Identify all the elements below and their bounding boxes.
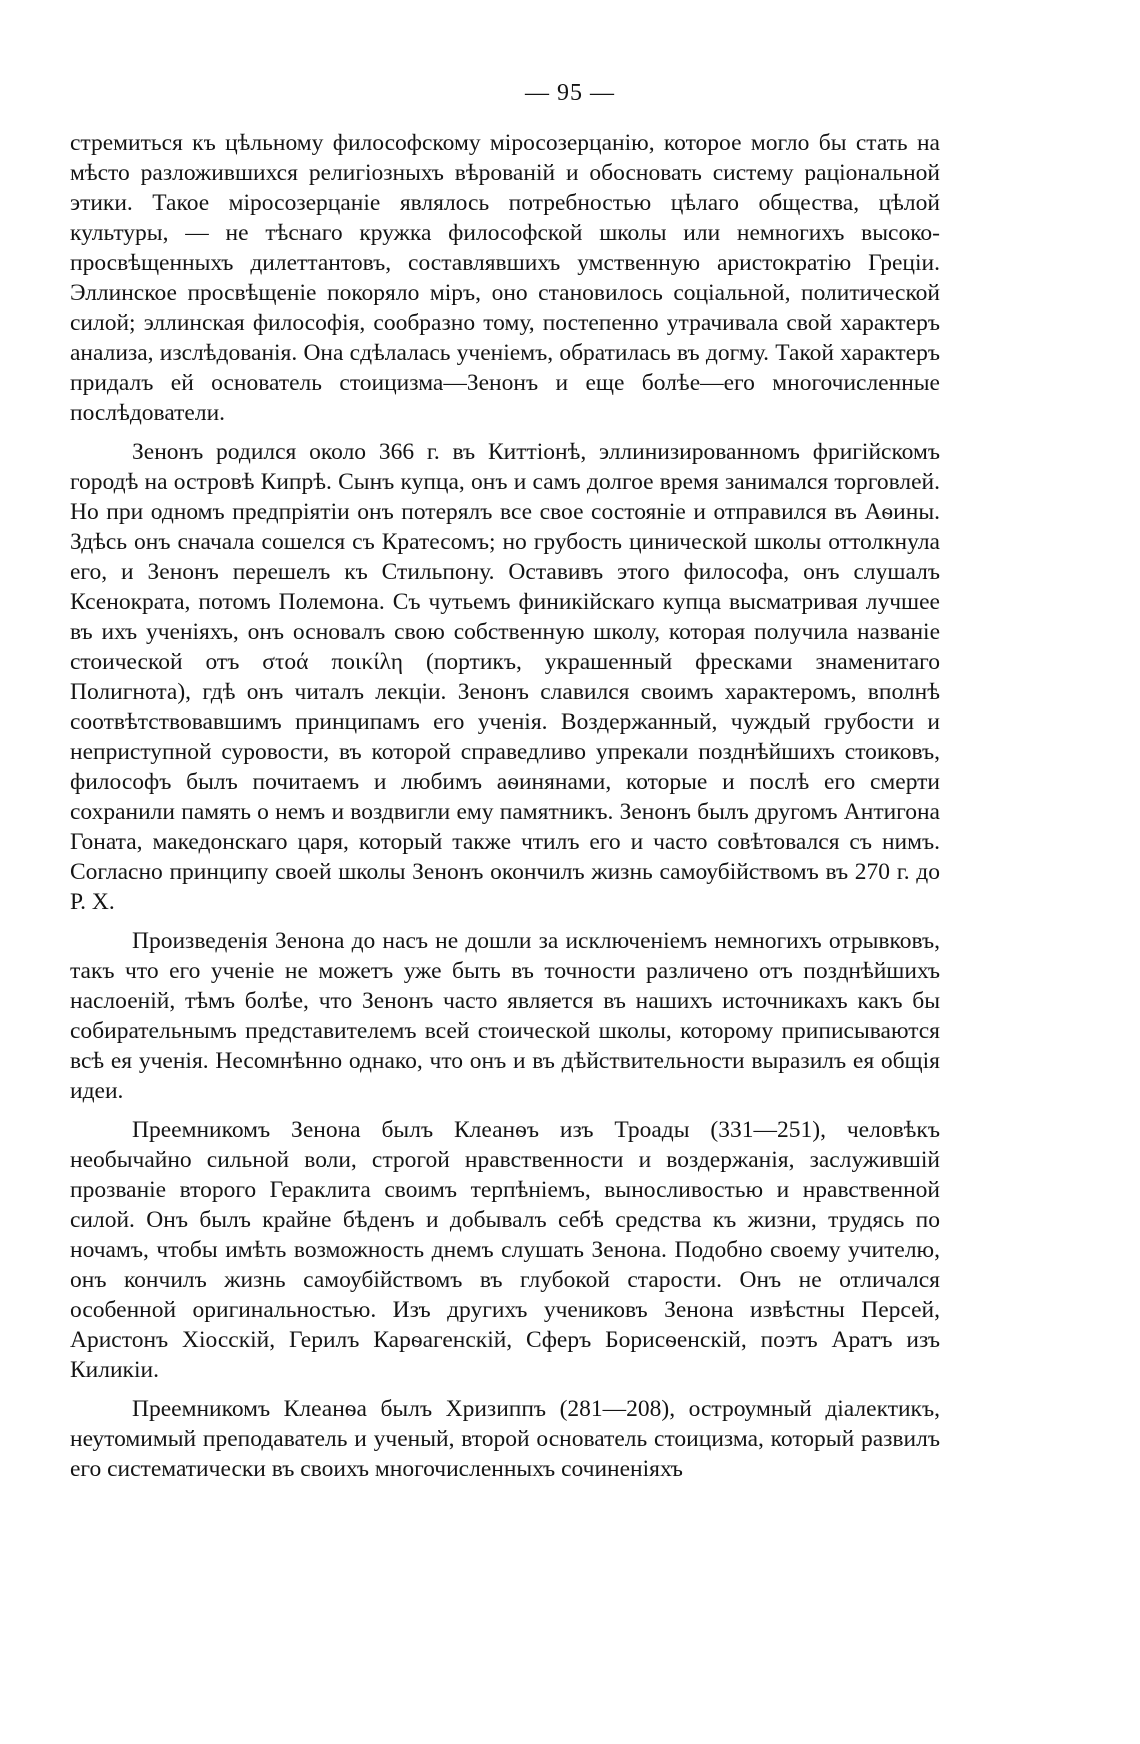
paragraph-zeno-biography: Зенонъ родился около 366 г. въ Киттіонѣ, эллинизированномъ фригійскомъ городѣ на островѣ Кипрѣ. Сынъ купца, онъ и самъ долгое время занимался торговлей. Но при одномъ предпріятіи онъ потерялъ все свое состояніе и отправился въ Аѳины. Здѣсь онъ сначала сошелся съ Кратесомъ; но грубость цинической школы оттолкнула его, и Зенонъ перешелъ къ Стильпону. Оставивъ этого философа, онъ слушалъ Ксенократа, потомъ Полемона. Съ чутьемъ финикійскаго купца высматривая лучшее въ ихъ ученіяхъ, онъ основалъ свою собственную школу, которая получила названіе стоической отъ στοά ποικίλη (портикъ, украшенный фресками знаменитаго Полигнота), гдѣ онъ читалъ лекціи. Зенонъ славился своимъ характеромъ, вполнѣ соотвѣтствовавшимъ принципамъ его ученія. Воздержанный, чуждый грубости и неприступной суровости, въ которой справедливо упрекали позднѣйшихъ стоиковъ, философъ былъ почитаемъ и любимъ аѳинянами, которые и послѣ его смерти сохранили память о немъ и воздвигли ему памятникъ. Зенонъ былъ другомъ Антигона Гоната, македонскаго царя, который также чтилъ его и часто совѣтовался съ нимъ. Согласно принципу своей школы Зенонъ окончилъ жизнь самоубійствомъ въ 270 г. до Р. Х. xyxy=(70,439,940,915)
paragraph-chrysippus: Преемникомъ Клеанѳа былъ Хризиппъ (281—208), остроумный діалектикъ, неутомимый преподаватель и ученый, второй основатель стоицизма, который развилъ его систематически въ своихъ многочисленныхъ сочиненіяхъ xyxy=(70,1396,940,1482)
page-number: — 95 — xyxy=(525,80,615,106)
paragraph-continuation: стремиться къ цѣльному философскому міросозерцанію, которое могло бы стать на мѣсто разложившихся религіозныхъ вѣрованій и обосновать систему раціональной этики. Такое міросозерцаніе являлось потребностью цѣлаго общества, цѣлой культуры, — не тѣснаго кружка философской школы или немногихъ высоко-просвѣщенныхъ дилеттантовъ, составлявшихъ умственную аристократію Греціи. Эллинское просвѣщеніе покоряло міръ, оно становилось соціальной, политической силой; эллинская философія, сообразно тому, постепенно утрачивала свой характеръ анализа, изслѣдованія. Она сдѣлалась ученіемъ, обратилась въ догму. Такой характеръ придалъ ей основатель стоицизма—Зенонъ и еще болѣе—его многочисленные послѣдователи. xyxy=(70,130,940,426)
paragraph-cleanthes: Преемникомъ Зенона былъ Клеанѳъ изъ Троады (331—251), человѣкъ необычайно сильной воли, строгой нравственности и воздержанія, заслужившій прозваніе второго Гераклита своимъ терпѣніемъ, выносливостью и нравственной силой. Онъ былъ крайне бѣденъ и добывалъ себѣ средства къ жизни, трудясь по ночамъ, чтобы имѣть возможность днемъ слушать Зенона. Подобно своему учителю, онъ кончилъ жизнь самоубійствомъ въ глубокой старости. Онъ не отличался особенной оригинальностью. Изъ другихъ учениковъ Зенона извѣстны Персей, Аристонъ Хіосскій, Герилъ Карѳагенскій, Сферъ Борисѳенскій, поэтъ Аратъ изъ Киликіи. xyxy=(70,1117,940,1383)
text-body xyxy=(70,128,940,1484)
paragraph-zeno-works: Произведенія Зенона до насъ не дошли за исключеніемъ немногихъ отрывковъ, такъ что его ученіе не можетъ уже быть въ точности различено отъ позднѣйшихъ наслоеній, тѣмъ болѣе, что Зенонъ часто является въ нашихъ источникахъ какъ бы собирательнымъ представителемъ всей стоической школы, которому приписываются всѣ ея ученія. Несомнѣнно однако, что онъ и въ дѣйствительности выразилъ ея общія идеи. xyxy=(70,928,940,1104)
